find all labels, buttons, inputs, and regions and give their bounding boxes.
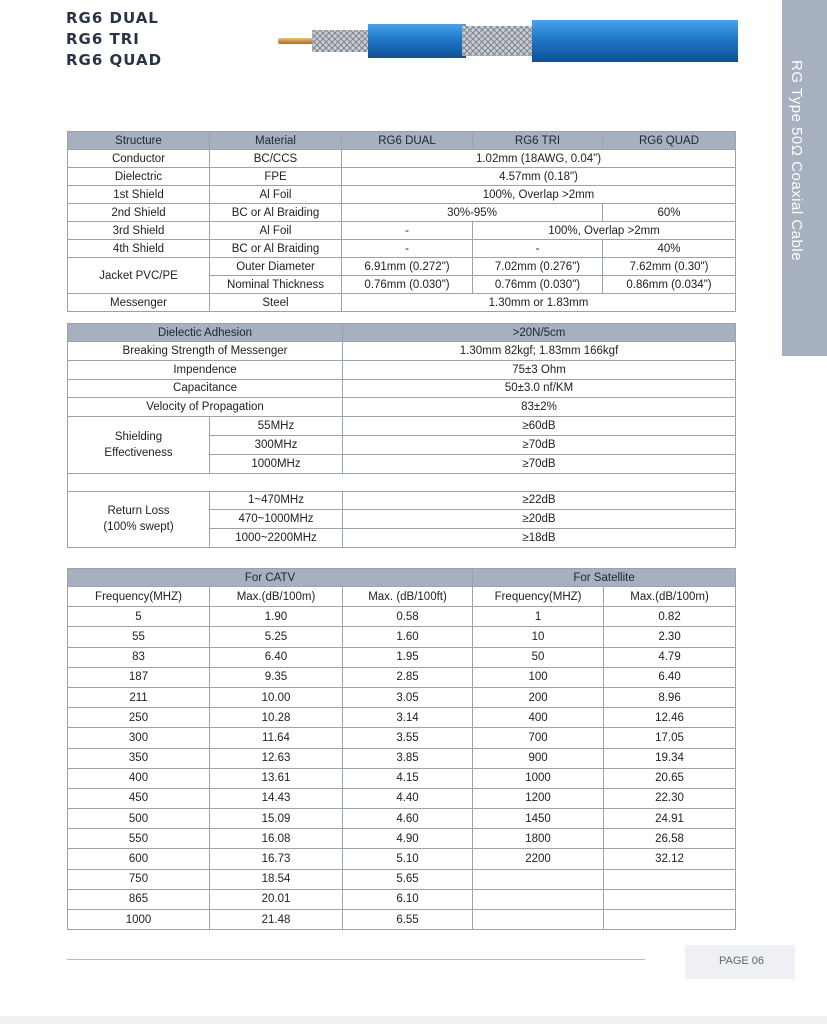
cell: 7.02mm (0.276") xyxy=(473,258,603,276)
subheader: Max.(dB/100m) xyxy=(604,587,736,607)
cell: 1.90 xyxy=(210,607,343,627)
cell: 60% xyxy=(603,204,736,222)
table-row xyxy=(68,491,736,510)
cell: 6.40 xyxy=(210,647,343,667)
cell: 3.05 xyxy=(343,687,473,707)
cell: 1000 xyxy=(68,910,210,930)
cell: 15.09 xyxy=(210,809,343,829)
cell: 5.65 xyxy=(343,869,473,889)
header-rg6-quad: RG6 QUAD xyxy=(603,132,736,150)
table-row xyxy=(68,204,736,222)
table-row xyxy=(68,168,736,186)
cell: ≥20dB xyxy=(343,510,736,529)
cell: 75±3 Ohm xyxy=(343,360,736,379)
cell: 100 xyxy=(473,667,604,687)
table-row xyxy=(68,728,736,748)
cell: Outer Diameter xyxy=(210,258,342,276)
cell: Al Foil xyxy=(210,186,342,204)
cell xyxy=(473,889,604,909)
cell: 21.48 xyxy=(210,910,343,930)
cell: Dielectric xyxy=(68,168,210,186)
cell: 13.61 xyxy=(210,768,343,788)
cell: 4th Shield xyxy=(68,240,210,258)
cell: 0.86mm (0.034") xyxy=(603,276,736,294)
table-row xyxy=(68,258,736,276)
cell: 2.85 xyxy=(343,667,473,687)
cell: 865 xyxy=(68,889,210,909)
cell: 1 xyxy=(473,607,604,627)
cell: 83±2% xyxy=(343,398,736,417)
cell: 55 xyxy=(68,627,210,647)
table-row xyxy=(68,910,736,930)
header-for-satellite: For Satellite xyxy=(473,569,736,587)
cell: 83 xyxy=(68,647,210,667)
table-row xyxy=(68,647,736,667)
cell: ≥18dB xyxy=(343,529,736,548)
cell: 750 xyxy=(68,869,210,889)
cell: 4.57mm (0.18") xyxy=(342,168,736,186)
cell: 1~470MHz xyxy=(210,491,343,510)
page-number-box xyxy=(685,945,795,979)
cell: - xyxy=(342,240,473,258)
table-row xyxy=(68,342,736,361)
table-row xyxy=(68,240,736,258)
cell: Velocity of Propagation xyxy=(68,398,343,417)
cell: - xyxy=(342,222,473,240)
table-row xyxy=(68,788,736,808)
cell: BC/CCS xyxy=(210,150,342,168)
cell: Al Foil xyxy=(210,222,342,240)
cell: 1000MHz xyxy=(210,454,343,473)
cell: 3rd Shield xyxy=(68,222,210,240)
cell: 400 xyxy=(68,768,210,788)
table-row xyxy=(68,809,736,829)
cell: 32.12 xyxy=(604,849,736,869)
cell: 50±3.0 nf/KM xyxy=(343,379,736,398)
header-structure: Structure xyxy=(68,132,210,150)
cell: 17.05 xyxy=(604,728,736,748)
cell: 7.62mm (0.30") xyxy=(603,258,736,276)
cell: 211 xyxy=(68,687,210,707)
cell: 700 xyxy=(473,728,604,748)
table-row xyxy=(68,829,736,849)
table-row xyxy=(68,748,736,768)
table-row xyxy=(68,768,736,788)
cell: 900 xyxy=(473,748,604,768)
cell: 10 xyxy=(473,627,604,647)
cell: 4.60 xyxy=(343,809,473,829)
cell: 350 xyxy=(68,748,210,768)
subheader: Max. (dB/100ft) xyxy=(343,587,473,607)
cell: Impendence xyxy=(68,360,343,379)
cell: 1st Shield xyxy=(68,186,210,204)
cell: ≥22dB xyxy=(343,491,736,510)
table-row xyxy=(68,360,736,379)
header-rg6-tri: RG6 TRI xyxy=(473,132,603,150)
header-rg6-dual: RG6 DUAL xyxy=(342,132,473,150)
header-material: Material xyxy=(210,132,342,150)
cell-line: Shielding xyxy=(114,430,163,443)
cell: 19.34 xyxy=(604,748,736,768)
cell: 22.30 xyxy=(604,788,736,808)
cell: 6.40 xyxy=(604,667,736,687)
cell: 18.54 xyxy=(210,869,343,889)
sidebar-tab xyxy=(782,0,827,356)
cell: Conductor xyxy=(68,150,210,168)
header-for-catv: For CATV xyxy=(68,569,473,587)
cell xyxy=(604,910,736,930)
cell xyxy=(473,869,604,889)
cell: 400 xyxy=(473,708,604,728)
table-subheader-row xyxy=(68,587,736,607)
structure-table xyxy=(67,131,736,312)
table-row xyxy=(68,417,736,436)
table-row xyxy=(68,889,736,909)
cell: 5.25 xyxy=(210,627,343,647)
table-row xyxy=(68,667,736,687)
cell: Steel xyxy=(210,294,342,312)
cell: 16.08 xyxy=(210,829,343,849)
cell: 24.91 xyxy=(604,809,736,829)
cell: 9.35 xyxy=(210,667,343,687)
cell: 20.01 xyxy=(210,889,343,909)
cell: >20N/5cm xyxy=(343,324,736,342)
cell xyxy=(604,869,736,889)
cell: 200 xyxy=(473,687,604,707)
cell: 26.58 xyxy=(604,829,736,849)
cell: 11.64 xyxy=(210,728,343,748)
coaxial-cable-image xyxy=(278,18,738,64)
cell: 1.30mm 82kgf; 1.83mm 166kgf xyxy=(343,342,736,361)
cell-line: (100% swept) xyxy=(103,521,174,534)
cell xyxy=(604,889,736,909)
cell: Jacket PVC/PE xyxy=(68,258,210,294)
table-row xyxy=(68,687,736,707)
table-header-row xyxy=(68,132,736,150)
cell: 187 xyxy=(68,667,210,687)
subheader: Frequency(MHZ) xyxy=(473,587,604,607)
table-row xyxy=(68,869,736,889)
table-row xyxy=(68,708,736,728)
cell: 3.85 xyxy=(343,748,473,768)
cell: 12.46 xyxy=(604,708,736,728)
cell: 0.76mm (0.030") xyxy=(473,276,603,294)
cell: 4.40 xyxy=(343,788,473,808)
cell: 0.58 xyxy=(343,607,473,627)
cell: 30%-95% xyxy=(342,204,603,222)
cell: ≥70dB xyxy=(343,454,736,473)
cell: 55MHz xyxy=(210,417,343,436)
cell: 1.30mm or 1.83mm xyxy=(342,294,736,312)
cell: 8.96 xyxy=(604,687,736,707)
cell: 10.00 xyxy=(210,687,343,707)
cell: 550 xyxy=(68,829,210,849)
cell: 470~1000MHz xyxy=(210,510,343,529)
cell: 300 xyxy=(68,728,210,748)
table-row xyxy=(68,294,736,312)
cell: 4.15 xyxy=(343,768,473,788)
subheader: Frequency(MHZ) xyxy=(68,587,210,607)
cell: 1000 xyxy=(473,768,604,788)
table-group-header-row xyxy=(68,569,736,587)
cell: Messenger xyxy=(68,294,210,312)
table-row xyxy=(68,473,736,491)
empty-cell xyxy=(68,473,736,491)
cell: 4.79 xyxy=(604,647,736,667)
table-row xyxy=(68,222,736,240)
cell: 100%, Overlap >2mm xyxy=(473,222,736,240)
cell: Dielectic Adhesion xyxy=(68,324,343,342)
cell: 4.90 xyxy=(343,829,473,849)
title-rg6-dual: RG6 DUAL xyxy=(66,9,159,27)
cell: FPE xyxy=(210,168,342,186)
cell: 2.30 xyxy=(604,627,736,647)
bottom-bar xyxy=(0,1016,827,1024)
cell: 6.91mm (0.272") xyxy=(342,258,473,276)
table-row xyxy=(68,849,736,869)
cell: BC or Al Braiding xyxy=(210,240,342,258)
cell: 1450 xyxy=(473,809,604,829)
cell: 500 xyxy=(68,809,210,829)
subheader: Max.(dB/100m) xyxy=(210,587,343,607)
cell: 20.65 xyxy=(604,768,736,788)
table-row xyxy=(68,607,736,627)
cell: BC or Al Braiding xyxy=(210,204,342,222)
cell-line: Effectiveness xyxy=(104,446,173,459)
product-titles xyxy=(66,8,162,71)
cell: 1000~2200MHz xyxy=(210,529,343,548)
cell: 1.60 xyxy=(343,627,473,647)
cell: 1.95 xyxy=(343,647,473,667)
table-row xyxy=(68,627,736,647)
cell: 12.63 xyxy=(210,748,343,768)
cell: 16.73 xyxy=(210,849,343,869)
cell: Capacitance xyxy=(68,379,343,398)
cell: 1200 xyxy=(473,788,604,808)
table-row xyxy=(68,379,736,398)
electrical-table xyxy=(67,323,736,548)
table-row xyxy=(68,150,736,168)
cell: 0.76mm (0.030") xyxy=(342,276,473,294)
cell: 6.10 xyxy=(343,889,473,909)
cell: 600 xyxy=(68,849,210,869)
shielding-label xyxy=(68,417,210,473)
cell xyxy=(473,910,604,930)
table-row xyxy=(68,186,736,204)
title-rg6-quad: RG6 QUAD xyxy=(66,51,163,69)
page-number: PAGE 06 xyxy=(719,955,765,967)
cell: ≥70dB xyxy=(343,435,736,454)
cell: Breaking Strength of Messenger xyxy=(68,342,343,361)
cell: 1800 xyxy=(473,829,604,849)
cell: ≥60dB xyxy=(343,417,736,436)
cell: 300MHz xyxy=(210,435,343,454)
return-loss-label xyxy=(68,491,210,547)
cell: 5 xyxy=(68,607,210,627)
cell: 100%, Overlap >2mm xyxy=(342,186,736,204)
cell: 2200 xyxy=(473,849,604,869)
attenuation-table xyxy=(67,568,736,930)
sidebar-title: RG Type 50Ω Coaxial Cable xyxy=(788,60,805,262)
cell: - xyxy=(473,240,603,258)
cell: 40% xyxy=(603,240,736,258)
cell: 0.82 xyxy=(604,607,736,627)
cell: 5.10 xyxy=(343,849,473,869)
cell: 450 xyxy=(68,788,210,808)
cell: 3.14 xyxy=(343,708,473,728)
cell: 1.02mm (18AWG, 0.04") xyxy=(342,150,736,168)
table-row xyxy=(68,324,736,342)
cell-line: Return Loss xyxy=(107,505,170,518)
footer-divider xyxy=(67,959,645,960)
cell: 14.43 xyxy=(210,788,343,808)
cell: 2nd Shield xyxy=(68,204,210,222)
table-row xyxy=(68,398,736,417)
title-rg6-tri: RG6 TRI xyxy=(66,30,140,48)
cell: 3.55 xyxy=(343,728,473,748)
cell: Nominal Thickness xyxy=(210,276,342,294)
cell: 50 xyxy=(473,647,604,667)
cell: 6.55 xyxy=(343,910,473,930)
cell: 10.28 xyxy=(210,708,343,728)
cell: 250 xyxy=(68,708,210,728)
attenuation-rows xyxy=(68,607,736,930)
